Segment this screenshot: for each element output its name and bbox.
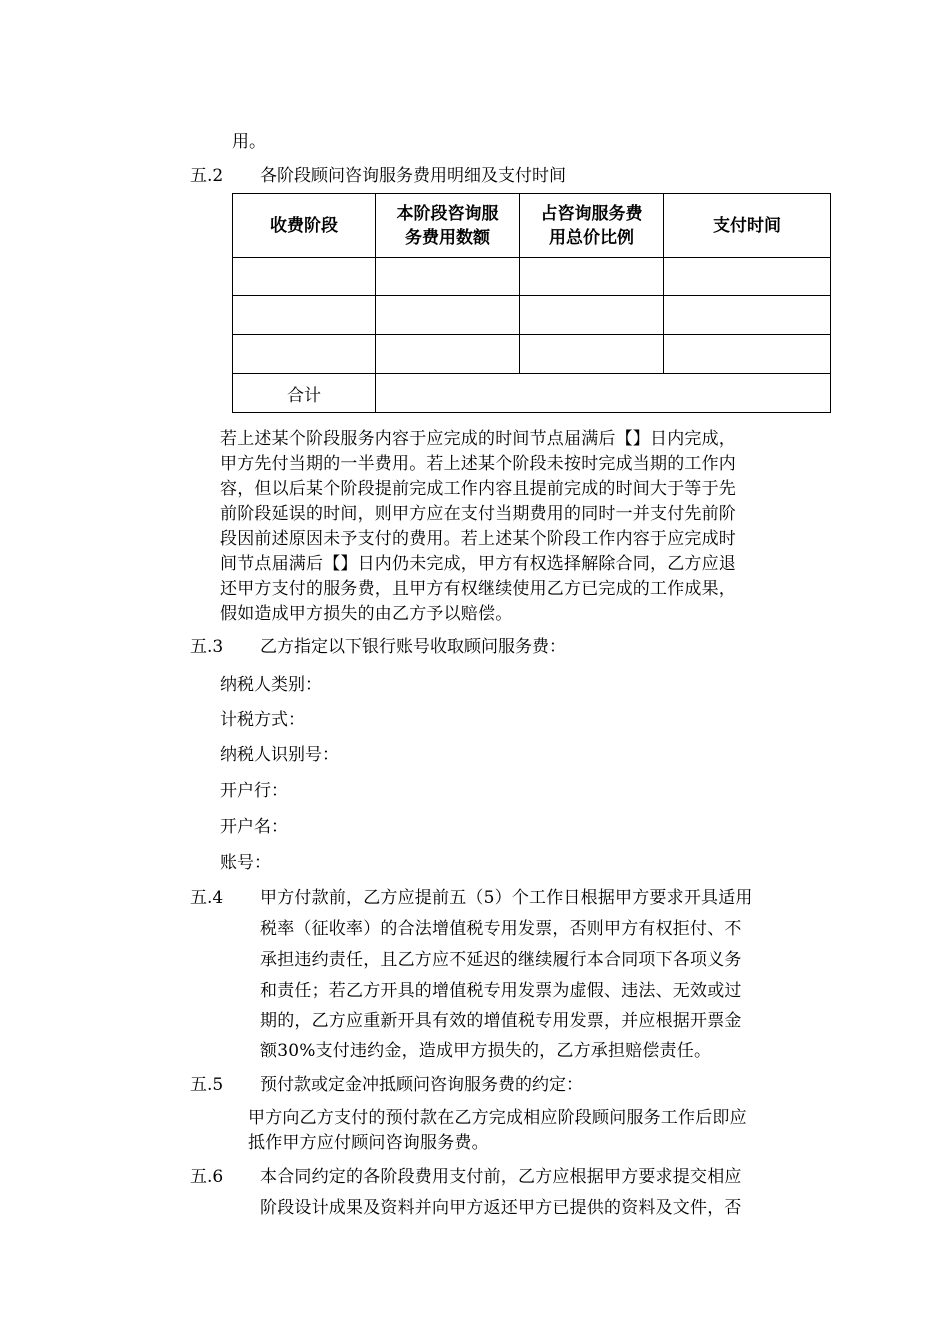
- table-cell: [233, 335, 376, 374]
- table-cell: [520, 296, 664, 335]
- taxpayer-category-field: 纳税人类别：: [220, 675, 322, 695]
- table-cell: [233, 258, 376, 296]
- total-value: [376, 374, 831, 413]
- continuation-text: 用。: [232, 132, 266, 152]
- section-number-5-6: 五.6: [190, 1167, 224, 1187]
- table-cell: [664, 335, 831, 374]
- table-cell: [376, 335, 520, 374]
- section-number-5-4: 五.4: [190, 888, 224, 908]
- fee-schedule-table: [232, 193, 831, 413]
- table-row: [233, 335, 831, 374]
- table-header-row: [233, 194, 831, 258]
- taxpayer-id-field: 纳税人识别号：: [220, 745, 339, 765]
- table-row: [233, 296, 831, 335]
- table-cell: [664, 258, 831, 296]
- account-number-field: 账号：: [220, 853, 271, 873]
- tax-method-field: 计税方式：: [220, 710, 305, 730]
- header-fee-stage: 收费阶段: [233, 194, 376, 258]
- account-name-field: 开户名：: [220, 817, 288, 837]
- section-title-5-2: 各阶段顾问咨询服务费用明细及支付时间: [260, 166, 566, 186]
- section-number-5-3: 五.3: [190, 637, 224, 657]
- header-payment-time: 支付时间: [664, 194, 831, 258]
- table-cell: [376, 258, 520, 296]
- section-number-5-5: 五.5: [190, 1075, 224, 1095]
- header-percentage: 占咨询服务费 用总价比例: [520, 194, 664, 258]
- header-stage-amount: 本阶段咨询服 务费用数额: [376, 194, 520, 258]
- total-label: 合计: [233, 374, 376, 413]
- section-number-5-2: 五.2: [190, 166, 224, 186]
- section-title-5-5: 预付款或定金冲抵顾问咨询服务费的约定：: [260, 1075, 583, 1095]
- bank-name-field: 开户行：: [220, 781, 288, 801]
- table-row: [233, 258, 831, 296]
- section-title-5-3: 乙方指定以下银行账号收取顾问服务费：: [260, 637, 566, 657]
- table-cell: [520, 258, 664, 296]
- table-cell: [664, 296, 831, 335]
- table-total-row: [233, 374, 831, 413]
- table-cell: [233, 296, 376, 335]
- table-cell: [520, 335, 664, 374]
- table-cell: [376, 296, 520, 335]
